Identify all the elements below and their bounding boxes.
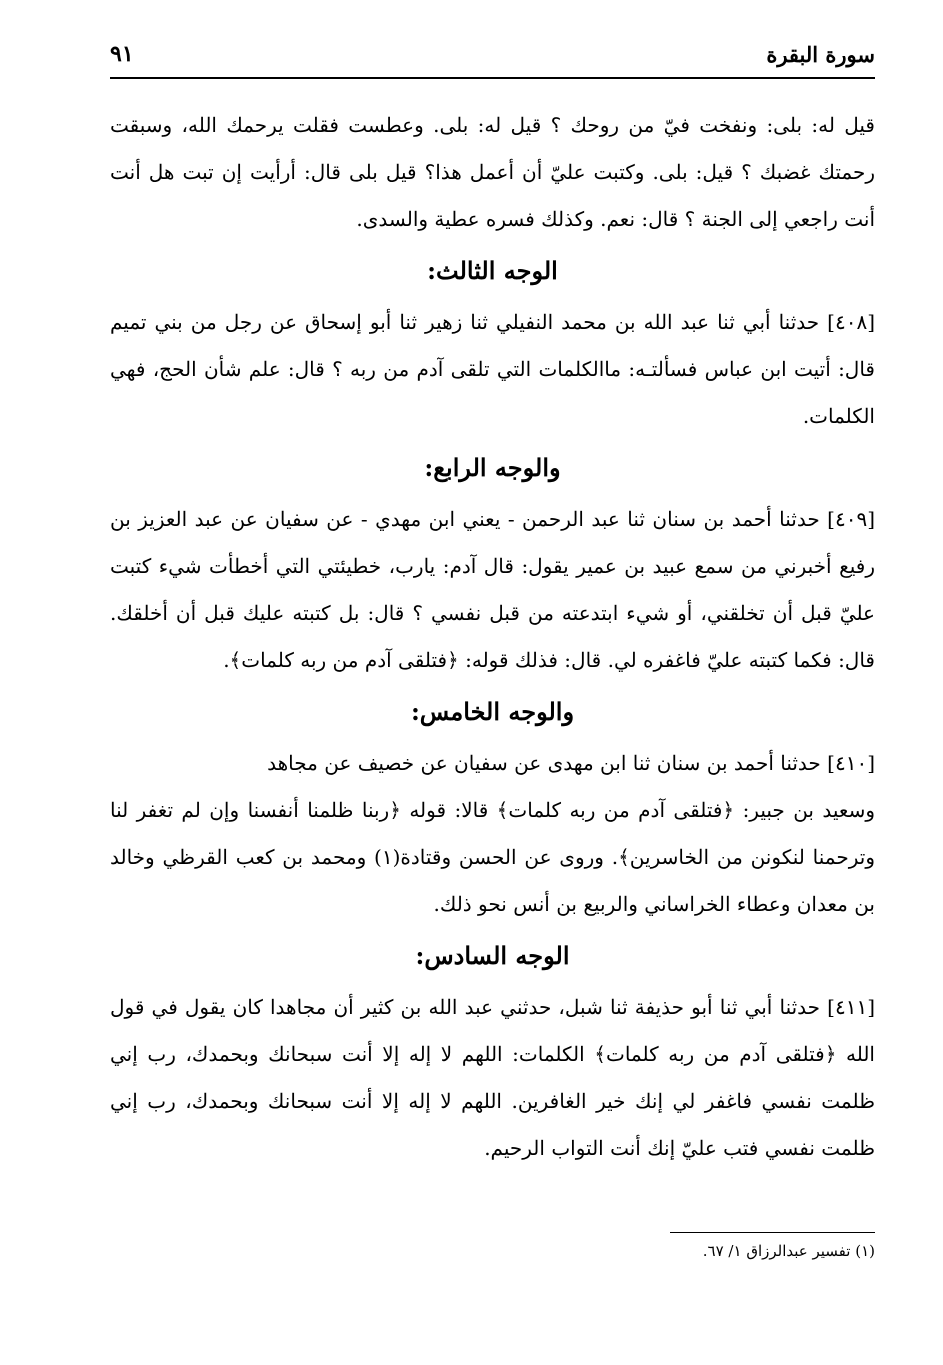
page-header bbox=[110, 34, 875, 74]
section-heading-fifth: والوجه الخامس: bbox=[410, 697, 575, 726]
paragraph-410-first-line: [٤١٠] حدثنا أحمد بن سنان ثنا ابن مهدى عن سفيان عن خصيف عن مجاهد bbox=[267, 751, 875, 775]
section-heading-third: الوجه الثالث: bbox=[427, 256, 558, 285]
paragraph-410-rest: وسعيد بن جبير: ﴿فتلقى آدم من ربه كلمات﴾ قالا: قوله ﴿ربنا ظلمنا أنفسنا وإن لم تغفر لنا وترحمنا لنكونن من الخاسرين﴾. وروى عن الحسن وقتادة(١) ومحمد بن كعب القرظي وخالد بن معدان وعطاء الخراساني والربيع بن أنس نحو ذلك. bbox=[110, 798, 875, 916]
paragraph-intro: قيل له: بلى: ونفخت فيّ من روحك ؟ قيل له: بلى. وعطست فقلت يرحمك الله، وسبقت رحمتك غضبك ؟ قيل: بلى. وكتبت عليّ أن أعمل هذا؟ قيل بلى قال: أرأيت إن تبت هل أنت أنت راجعي إلى الجنة ؟ قال: نعم. وكذلك فسره عطية والسدى. bbox=[110, 113, 875, 231]
running-title: سورة البقرة bbox=[766, 41, 875, 67]
page-number: ٩١ bbox=[110, 41, 134, 67]
page-body bbox=[110, 102, 875, 1172]
section-heading-fourth: والوجه الرابع: bbox=[424, 453, 561, 482]
section-heading-sixth: الوجه السادس: bbox=[415, 941, 570, 970]
paragraph-411: [٤١١] حدثنا أبي ثنا أبو حذيفة ثنا شبل، حدثني عبد الله بن كثير أن مجاهدا كان يقول في قول الله ﴿فتلقى آدم من ربه كلمات﴾ الكلمات: اللهم لا إله إلا أنت سبحانك وبحمدك، رب إني ظلمت نفسي فاغفر لي إنك خير الغافرين. اللهم لا إله إلا أنت سبحانك وبحمدك، رب إني ظلمت نفسي فتب عليّ إنك أنت التواب الرحيم. bbox=[110, 995, 875, 1160]
paragraph-409: [٤٠٩] حدثنا أحمد بن سنان ثنا عبد الرحمن - يعني ابن مهدي - عن سفيان عن عبد العزيز بن رفيع أخبرني من سمع عبيد بن عمير يقول: قال آدم: يارب، خطيئتي التي أخطأت شيء كتبت عليّ قبل أن تخلقني، أو شيء ابتدعته من قبل نفسي ؟ قال: بل كتبته عليك قبل أن أخلقك. قال: فكما كتبته عليّ فاغفره لي. قال: فذلك قوله: ﴿فتلقى آدم من ربه كلمات﴾. bbox=[110, 507, 875, 672]
footnote: (١) تفسير عبدالرزاق ١/ ٦٧. bbox=[702, 1242, 875, 1260]
footnote-divider bbox=[670, 1232, 875, 1233]
paragraph-408: [٤٠٨] حدثنا أبي ثنا عبد الله بن محمد النفيلي ثنا زهير ثنا أبو إسحاق عن رجل من بني تميم قال: أتيت ابن عباس فسألتـه: ماالكلمات التي تلقى آدم من ربه ؟ قال: علم شأن الحج، فهي الكلمات. bbox=[110, 310, 876, 428]
header-divider bbox=[110, 77, 875, 79]
